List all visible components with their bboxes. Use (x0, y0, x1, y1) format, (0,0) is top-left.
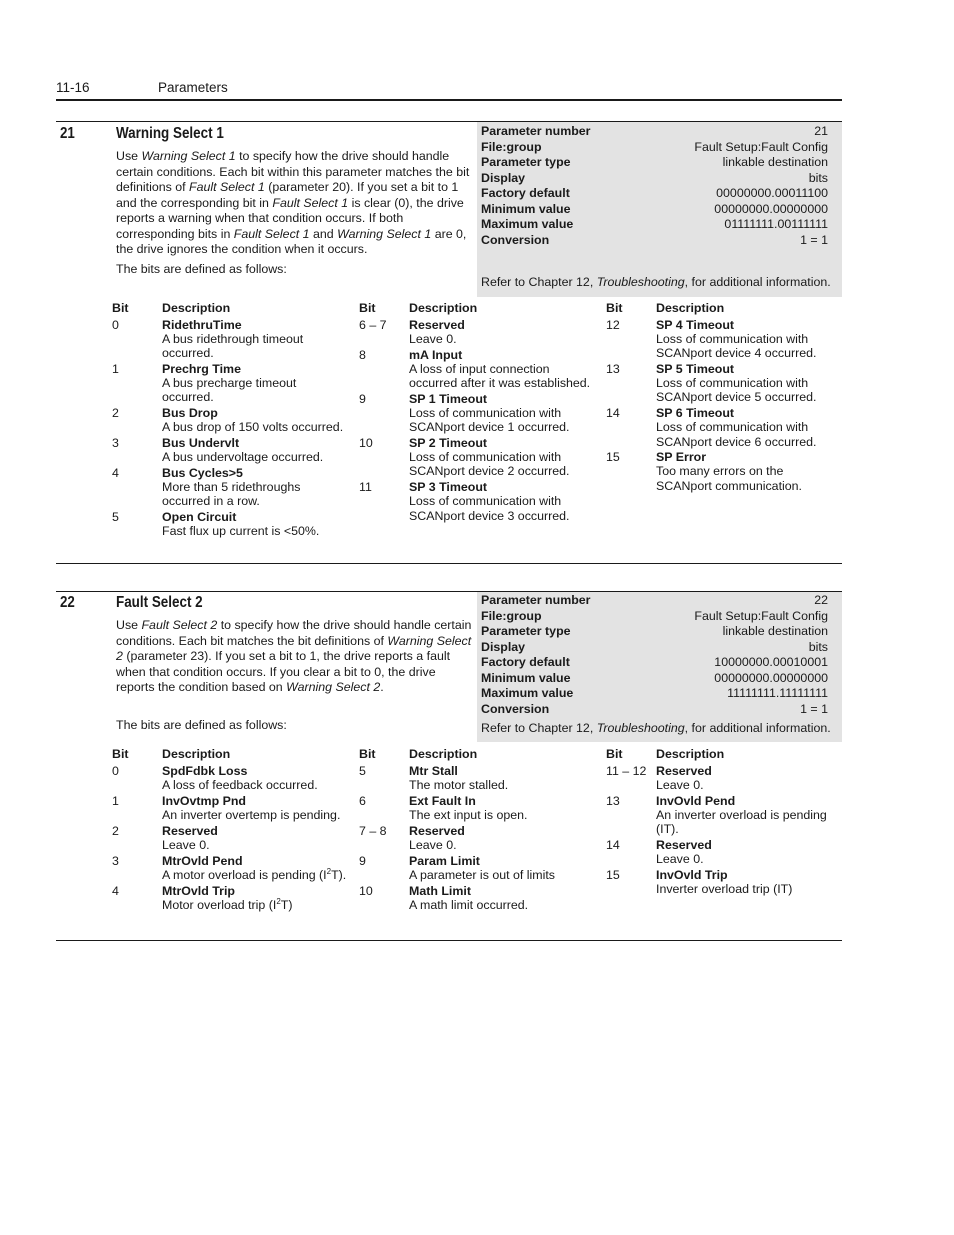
info-row (481, 655, 828, 671)
bit-description: Loss of communication with (409, 494, 562, 509)
info-value: 10000000.00010001 (714, 655, 828, 669)
description-header: Description (409, 301, 478, 315)
bit-header: Bit (359, 747, 376, 761)
bit-description: SCANport communication. (656, 478, 802, 493)
bit-number: 2 (112, 823, 119, 838)
bit-name: SP 2 Timeout (409, 436, 488, 451)
info-label: Conversion (481, 232, 550, 247)
bit-header: Bit (606, 747, 623, 761)
bit-description: SCANport device 4 occurred. (656, 346, 817, 361)
bit-description: occurred in a row. (162, 494, 260, 509)
bit-number: 12 (606, 318, 620, 332)
bit-header: Bit (606, 301, 623, 315)
bit-description: Leave 0. (409, 332, 457, 347)
bit-number: 4 (112, 466, 119, 480)
bit-number: 11 – 12 (606, 764, 647, 778)
info-row (481, 124, 828, 140)
bit-description: A bus drop of 150 volts occurred. (162, 420, 344, 435)
description-header: Description (162, 747, 231, 761)
bit-header: Bit (112, 301, 129, 315)
section-divider (56, 940, 842, 941)
bit-name: Reserved (656, 764, 712, 778)
info-value: 1 = 1 (800, 232, 828, 247)
bit-name: Reserved (409, 823, 465, 838)
bit-name: Open Circuit (162, 510, 237, 525)
bit-description: Leave 0. (656, 852, 704, 867)
bit-description: A bus ridethrough timeout (162, 332, 304, 347)
bit-name: Reserved (409, 318, 465, 332)
bit-name: SP Error (656, 450, 707, 465)
bit-description: Too many errors on the (656, 464, 784, 479)
bit-name: Bus Cycles>5 (162, 466, 243, 480)
bit-number: 14 (606, 406, 620, 421)
bit-definitions (112, 747, 842, 917)
bit-name: Reserved (656, 838, 712, 852)
bit-number: 10 (359, 436, 373, 451)
bit-description: Motor overload trip $(I^2T)$ (162, 896, 293, 912)
bit-number: 3 (112, 436, 119, 451)
parameter-number: 22 (60, 594, 75, 611)
bit-name: SpdFdbk Loss (162, 764, 248, 778)
parameter-title: Fault Select 2 (116, 594, 203, 611)
description-paragraph: The bits are defined as follows: (116, 717, 287, 732)
description-header: Description (162, 301, 231, 315)
info-value: 22 (814, 593, 828, 607)
info-row (481, 640, 828, 656)
bit-description: An inverter overtemp is pending. (162, 808, 341, 823)
bit-number: 1 (112, 793, 119, 808)
info-value: bits (808, 639, 828, 654)
info-label: Maximum value (481, 217, 574, 231)
reference-note: Refer to Chapter 12, Troubleshooting, for additional information. (481, 275, 831, 289)
description-paragraph: Use Fault Select 2 to specify how the drive should handle certain conditions. Each bit matches the bit definitions of Warning Select 2 (parameter 23). If you set a bit to 1, the drive reports a fault when that condition occurs. If you clear a bit to 0, the drive reports the condition based on Warning Select 2. (116, 618, 472, 694)
bit-name: Param Limit (409, 853, 480, 868)
info-label: Parameter type (481, 155, 571, 169)
info-row (481, 171, 828, 187)
bit-number: 15 (606, 867, 620, 882)
bit-number: 7 – 8 (359, 823, 387, 838)
bit-description: Loss of communication with (656, 376, 809, 391)
bit-name: Ext Fault In (409, 793, 476, 808)
info-value: linkable destination (722, 155, 828, 169)
bit-description: occurred after it was established. (409, 376, 591, 391)
bit-name: InvOvld Pend (656, 793, 736, 808)
bit-name: Mtr Stall (409, 764, 458, 778)
bit-name: Bus Drop (162, 406, 218, 421)
bit-description: Fast flux up current is <50%. (162, 524, 320, 539)
bit-description: SCANport device 6 occurred. (656, 434, 817, 449)
bit-name: RidethruTime (162, 318, 242, 332)
bit-number: 2 (112, 406, 119, 421)
bit-number: 5 (112, 510, 119, 525)
bit-number: 14 (606, 838, 620, 852)
reference-note: Refer to Chapter 12, Troubleshooting, for additional information. (481, 721, 831, 735)
bit-description: Loss of communication with (409, 450, 562, 465)
bit-number: 15 (606, 450, 620, 465)
bit-description: A parameter is out of limits (409, 867, 555, 882)
info-label: Display (481, 639, 526, 654)
bit-description: occurred. (162, 390, 214, 405)
info-value: 01111111.00111111 (724, 217, 828, 231)
info-label: File:group (481, 139, 542, 154)
info-row (481, 593, 828, 609)
bit-number: 6 – 7 (359, 318, 387, 332)
bit-description: Loss of communication with (656, 420, 809, 435)
bit-description: Inverter overload trip (IT) (656, 882, 793, 897)
info-row (481, 155, 828, 171)
bit-description: A bus precharge timeout (162, 376, 297, 391)
bit-description: A loss of feedback occurred. (162, 778, 318, 793)
description-paragraph: The bits are defined as follows: (116, 261, 287, 276)
info-row (481, 686, 828, 702)
info-label: Factory default (481, 655, 570, 669)
bit-number: 0 (112, 764, 119, 778)
info-row (481, 140, 828, 156)
bit-number: 13 (606, 362, 620, 377)
bit-name: Math Limit (409, 883, 471, 898)
info-row (481, 186, 828, 202)
description-header: Description (656, 301, 725, 315)
info-row (481, 624, 828, 640)
bit-name: Reserved (162, 823, 218, 838)
bit-number: 9 (359, 392, 366, 406)
bit-name: InvOvtmp Pnd (162, 793, 246, 808)
bit-description: A bus undervoltage occurred. (162, 450, 324, 465)
info-row (481, 233, 828, 249)
bit-description: Loss of communication with (656, 332, 809, 347)
bit-number: 4 (112, 883, 119, 898)
bit-description: occurred. (162, 346, 214, 361)
page-number: 11-16 (56, 80, 90, 95)
bit-name: SP 1 Timeout (409, 392, 488, 406)
info-row (481, 671, 828, 687)
description-paragraph: Use Warning Select 1 to specify how the drive should handle certain conditions. Each bit within this parameter matches the bit definitions of Fault Select 1 (parameter 20). If you set a bit to 1 and the corresponding bit in Fault Select 1 is clear (0), the drive reports a warning when that condition occurs. If both corresponding bits in Fault Select 1 and Warning Select 1 are 0, the drive ignores the condition when it occurs. (116, 149, 470, 256)
bit-name: Bus Undervlt (162, 436, 240, 451)
info-value: Fault Setup:Fault Config (694, 608, 828, 623)
page-header (56, 80, 842, 101)
bit-description: The ext input is open. (409, 808, 528, 823)
info-label: Factory default (481, 186, 570, 200)
parameter-description (116, 149, 472, 277)
info-value: 1 = 1 (800, 701, 828, 716)
bit-description: A loss of input connection (409, 362, 550, 377)
bit-name: SP 4 Timeout (656, 318, 735, 332)
bit-description: Leave 0. (656, 778, 704, 793)
description-header: Description (656, 747, 725, 761)
bit-number: 5 (359, 764, 366, 778)
info-row (481, 217, 828, 233)
bit-number: 3 (112, 853, 119, 868)
bit-description: SCANport device 3 occurred. (409, 508, 570, 523)
bit-name: SP 6 Timeout (656, 406, 735, 421)
bit-number: 10 (359, 883, 373, 898)
info-label: Minimum value (481, 670, 571, 685)
info-value: Fault Setup:Fault Config (694, 139, 828, 154)
info-label: Display (481, 170, 526, 185)
bit-number: 1 (112, 362, 119, 377)
bit-description: SCANport device 5 occurred. (656, 390, 817, 405)
bit-number: 6 (359, 793, 366, 808)
info-value: 11111111.11111111 (727, 686, 828, 700)
bit-description: Loss of communication with (409, 406, 562, 421)
info-value: 00000000.00011100 (716, 186, 828, 200)
parameter-info-box (477, 122, 842, 297)
section-title: Parameters (158, 80, 228, 95)
bit-description: A math limit occurred. (409, 897, 529, 912)
parameter-description (116, 618, 472, 733)
info-row (481, 202, 828, 218)
bit-description: SCANport device 2 occurred. (409, 464, 570, 479)
info-label: Minimum value (481, 201, 571, 216)
parameter-number: 21 (60, 125, 75, 142)
parameter-info-box (477, 592, 842, 742)
info-row (481, 609, 828, 625)
bit-number: 0 (112, 318, 119, 332)
bit-number: 13 (606, 793, 620, 808)
bit-description: More than 5 ridethroughs (162, 480, 301, 495)
bit-description: An inverter overload is pending (656, 808, 827, 823)
info-value: 21 (814, 124, 828, 138)
bit-description: SCANport device 1 occurred. (409, 420, 570, 435)
info-value: 00000000.00000000 (714, 670, 828, 685)
bit-number: 11 (359, 480, 372, 495)
description-header: Description (409, 747, 478, 761)
info-label: File:group (481, 608, 542, 623)
parameter-title: Warning Select 1 (116, 125, 224, 142)
info-label: Parameter number (481, 593, 591, 607)
info-label: Maximum value (481, 686, 574, 700)
bit-description: Leave 0. (162, 837, 210, 852)
bit-name: Prechrg Time (162, 362, 241, 377)
bit-name: MtrOvld Trip (162, 883, 235, 898)
info-value: 00000000.00000000 (714, 201, 828, 216)
bit-description: (IT). (656, 822, 679, 837)
info-row (481, 702, 828, 718)
info-label: Conversion (481, 701, 550, 716)
bit-name: SP 3 Timeout (409, 480, 488, 495)
info-label: Parameter type (481, 624, 571, 638)
info-value: bits (808, 170, 828, 185)
bit-number: 8 (359, 347, 366, 362)
section-divider (56, 563, 842, 564)
bit-header: Bit (112, 747, 129, 761)
bit-definitions (112, 301, 842, 541)
bit-description: Leave 0. (409, 837, 457, 852)
bit-name: MtrOvld Pend (162, 853, 243, 868)
bit-number: 9 (359, 853, 366, 868)
bit-name: InvOvld Trip (656, 867, 728, 882)
bit-name: SP 5 Timeout (656, 362, 735, 377)
info-value: linkable destination (722, 624, 828, 638)
bit-description: A motor overload is pending $(I^2T)$. (162, 866, 347, 882)
bit-header: Bit (359, 301, 376, 315)
bit-name: mA Input (409, 347, 463, 362)
info-label: Parameter number (481, 124, 591, 138)
bit-description: The motor stalled. (409, 778, 509, 793)
